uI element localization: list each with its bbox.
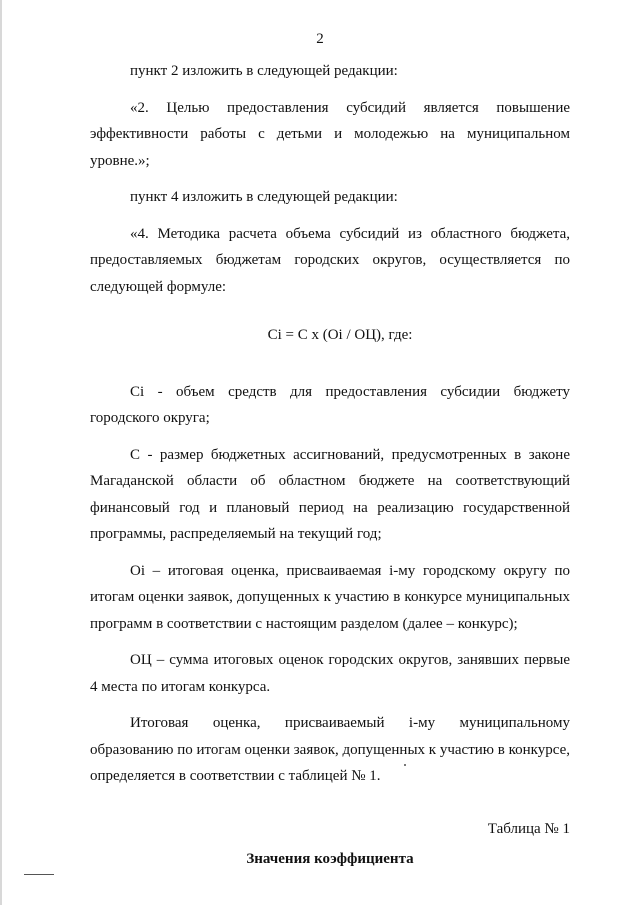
table-title: Значения коэффициента — [246, 851, 414, 867]
page-number: 2 — [316, 31, 324, 47]
paragraph-clause-4-intro: пункт 4 изложить в следующей редакции: — [130, 189, 398, 205]
paragraph-clause-2-intro: пункт 2 изложить в следующей редакции: — [130, 63, 398, 79]
paragraph-final-score: Итоговая оценка, присваиваемый i-му муниципальному образованию по итогам оценки заявок, допущенных к участию в конкурсе, определяется в соответствии с таблицей № 1. — [90, 715, 570, 784]
table-label: Таблица № 1 — [487, 820, 570, 837]
definition-oc: ОЦ – сумма итоговых оценок городских округов, занявших первые 4 места по итогам конкурса. — [90, 652, 570, 695]
paragraph-clause-2-text: «2. Целью предоставления субсидий является повышение эффективности работы с детьми и молодежью на муниципальном уровне.»; — [90, 99, 570, 169]
paragraph-clause-4-text: «4. Методика расчета объема субсидий из областного бюджета, предоставляемых бюджетам городских округов, осуществляется по следующей формуле: — [90, 225, 570, 295]
definition-ci: Сi - объем средств для предоставления субсидии бюджету городского округа; — [90, 383, 570, 426]
scan-mark — [24, 874, 54, 875]
scan-speck — [404, 764, 406, 766]
definition-oi: Оi – итоговая оценка, присваиваемая i-му городскому округу по итогам оценки заявок, допущенных к участию в конкурсе муниципальных программ в соответствии с настоящим разделом (далее – конкурс); — [90, 562, 570, 632]
scan-edge — [0, 0, 2, 905]
formula: Ci = C x (Oi / ОЦ), где: — [267, 327, 413, 343]
document-body — [90, 58, 570, 873]
definition-c: С - размер бюджетных ассигнований, предусмотренных в законе Магаданской области об областном бюджете на соответствующий финансовый год и плановый период на реализацию государственной программы, распределяемый на текущий год; — [90, 446, 570, 542]
